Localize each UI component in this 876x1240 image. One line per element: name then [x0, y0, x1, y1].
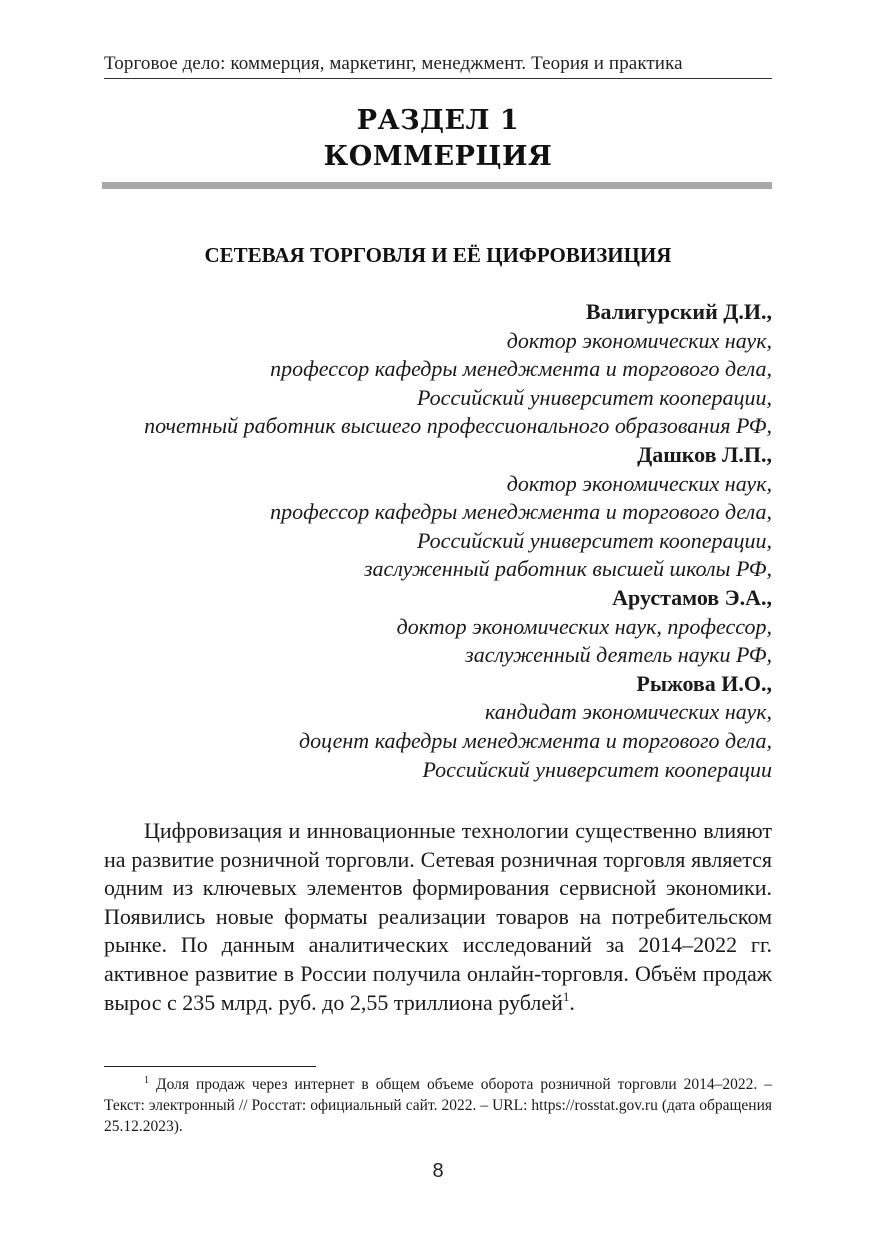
author-affiliation: Российский университет кооперации [422, 756, 772, 782]
author-affiliation: профессор кафедры менеджмента и торгового дела, [270, 499, 772, 525]
author-affiliation: Российский университет кооперации, [417, 527, 772, 553]
footnote-text: Доля продаж через интернет в общем объеме оборота розничной торговли 2014–2022. – Текст: электронный // Росстат: официальный сайт. 2022. – URL: https://rosstat.gov.ru (дата обращения 25.12.2023). [104, 1076, 773, 1135]
author-affiliation: Российский университет кооперации, [417, 384, 772, 410]
author-affiliation: почетный работник высшего профессионального образования РФ, [144, 413, 772, 439]
paragraph-text: Цифровизация и инновационные технологии существенно влияют на развитие розничной торговли. Сетевая розничная торговля является одним из ключевых элементов формирования сервисной экономики. Появились новые форматы реализации товаров на потребительском рынке. По данным аналитических исследований за 2014–2022 гг. активное развитие в России получила онлайн-торговля. Объём продаж вырос с 235 млрд. руб. до 2,55 триллиона рублей [104, 818, 772, 1015]
footnote-divider [104, 1066, 316, 1067]
footnote [104, 1074, 772, 1137]
author-affiliation: доктор экономических наук, профессор, [396, 613, 772, 639]
author-affiliation: доктор экономических наук, [506, 327, 772, 353]
author-name: Арустамов Э.А., [612, 584, 772, 610]
running-head: Торговое дело: коммерция, маркетинг, менеджмент. Теория и практика [104, 52, 772, 79]
author-affiliation: заслуженный деятель науки РФ, [465, 642, 772, 668]
author-affiliation: доцент кафедры менеджмента и торгового дела, [298, 727, 772, 753]
section-divider [102, 182, 772, 189]
author-affiliation: заслуженный работник высшей школы РФ, [363, 556, 772, 582]
author-name: Валигурский Д.И., [585, 299, 772, 324]
author-affiliation: профессор кафедры менеджмента и торгового дела, [270, 356, 772, 382]
author-affiliation: доктор экономических наук, [506, 470, 772, 496]
author-affiliation: кандидат экономических наук, [484, 699, 772, 725]
author-name: Рыжова И.О., [636, 670, 772, 696]
footnote-reference[interactable]: 1 [562, 988, 570, 1004]
body-paragraph [104, 817, 772, 1017]
footnote-number: 1 [144, 1075, 149, 1086]
paragraph-end: . [569, 989, 575, 1015]
author-block [72, 298, 772, 784]
page-number: 8 [432, 1160, 444, 1182]
author-name: Дашков Л.П., [637, 441, 772, 467]
section-number: РАЗДЕЛ 1 [356, 105, 520, 136]
body-text [104, 817, 772, 1017]
article-title: СЕТЕВАЯ ТОРГОВЛЯ И ЕЁ ЦИФРОВИЗИЦИЯ [204, 243, 672, 267]
section-title: КОММЕРЦИЯ [323, 141, 553, 172]
